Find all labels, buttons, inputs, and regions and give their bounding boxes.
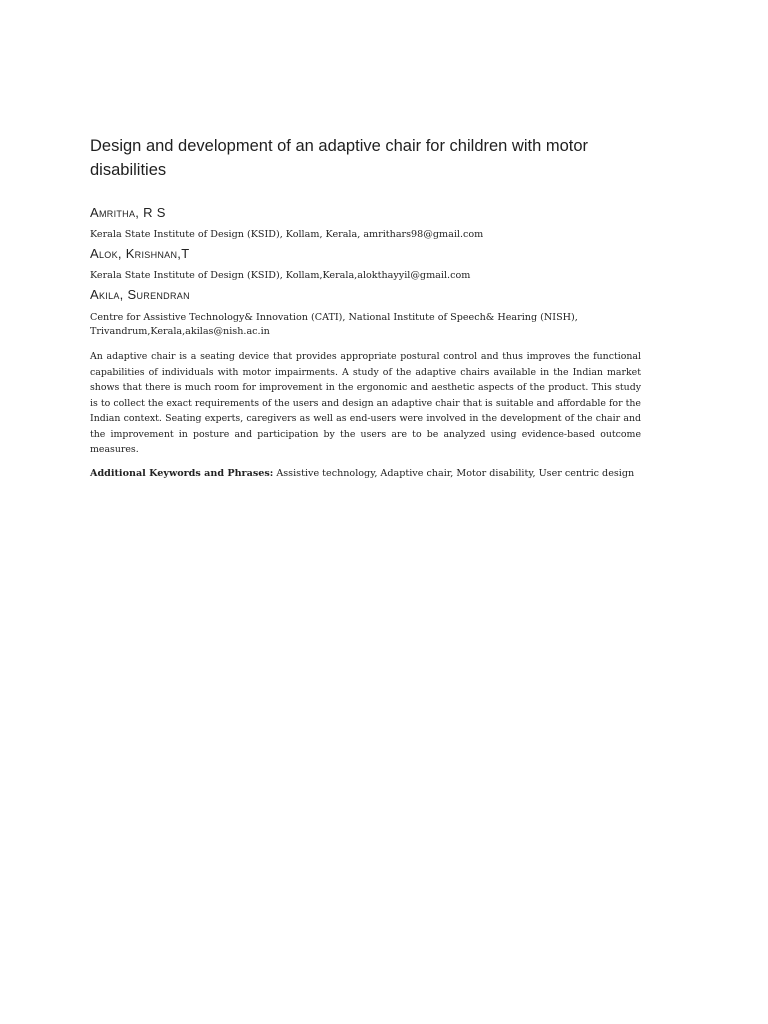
author-name-3: Akila, Surendran bbox=[90, 287, 190, 302]
keywords-label: Additional Keywords and Phrases: bbox=[90, 468, 274, 479]
author-affiliation-3-line1: Centre for Assistive Technology& Innovation (CATI), National Institute of Speech& Hearing (NISH), bbox=[90, 312, 578, 323]
author-name-2: Alok, Krishnan,T bbox=[90, 246, 190, 261]
keywords bbox=[90, 467, 650, 481]
author-affiliation-3-line2: Trivandrum,Kerala,akilas@nish.ac.in bbox=[90, 326, 270, 337]
author-affiliation-2: Kerala State Institute of Design (KSID), Kollam,Kerala,alokthayyil@gmail.com bbox=[90, 270, 471, 281]
abstract: An adaptive chair is a seating device that provides appropriate postural control and thus improves the functional capabilities of individuals with motor impairments. A study of the adaptive chairs available in the Indian market shows that there is much room for improvement in the ergonomic and aesthetic aspects of the product. This study is to collect the exact requirements of the users and design an adaptive chair that is suitable and affordable for the Indian context. Seating experts, caregivers as well as end-users were involved in the development of the chair and the improvement in posture and participation by the users are to be analyzed using evidence-based outcome measures. bbox=[90, 351, 641, 455]
keywords-text: Assistive technology, Adaptive chair, Motor disability, User centric design bbox=[273, 468, 635, 479]
paper-title: Design and development of an adaptive chair for children with motor disabilities bbox=[90, 137, 589, 179]
author-affiliation-1: Kerala State Institute of Design (KSID), Kollam, Kerala, amrithars98@gmail.com bbox=[90, 229, 484, 240]
author-name-1: Amritha, R S bbox=[90, 205, 166, 220]
